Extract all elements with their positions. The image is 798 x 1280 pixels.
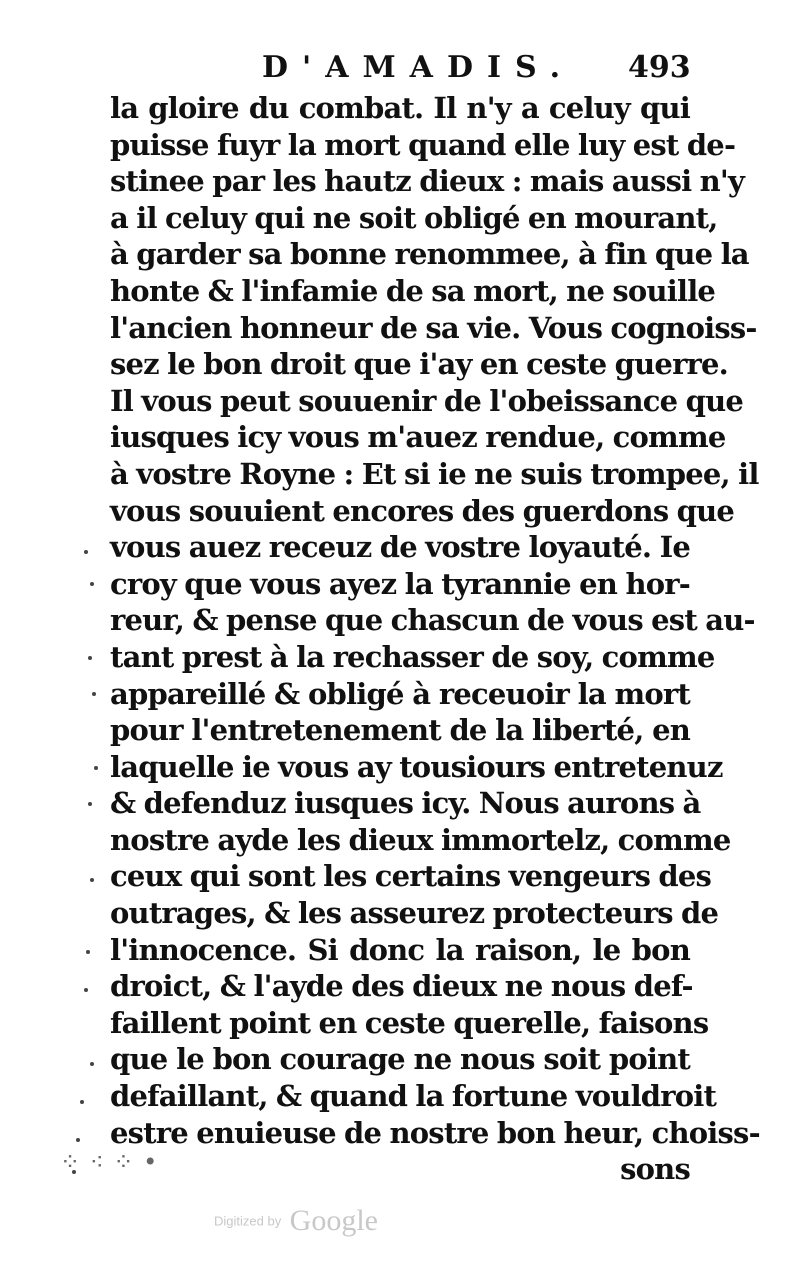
- text-line: l'innocence. Si donc la raison, le bon: [110, 932, 690, 967]
- text-line: que le bon courage ne nous soit point: [110, 1042, 690, 1077]
- text-line: honte & l'infamie de sa mort, ne souille: [110, 273, 716, 308]
- margin-dot: [90, 1062, 94, 1066]
- text-line: appareillé & obligé à receuoir la mort: [110, 676, 690, 711]
- digitization-watermark: [214, 1204, 378, 1238]
- text-line: stinee par les hautz dieux : mais aussi n'y: [110, 164, 745, 199]
- margin-dot: [94, 766, 98, 770]
- text-line: ceux qui sont les certains vengeurs des: [110, 859, 712, 894]
- margin-dot: [84, 550, 88, 554]
- watermark-brand: Google: [289, 1204, 378, 1237]
- text-line: l'ancien honneur de sa vie. Vous cognoiss-: [110, 310, 757, 345]
- text-line: croy que vous ayez la tyrannie en hor-: [110, 566, 690, 601]
- text-line: vous auez receuz de vostre loyauté. Ie: [110, 530, 690, 565]
- text-line: & defenduz iusques icy. Nous aurons à: [110, 786, 701, 821]
- margin-dot: [90, 582, 94, 586]
- text-line: à garder sa bonne renommee, à fin que la: [110, 237, 749, 272]
- margin-dots: [60, 520, 100, 1220]
- text-line: laquelle ie vous ay tousiours entretenuz: [110, 749, 723, 784]
- text-line: reur, & pense que chascun de vous est au-: [110, 603, 755, 638]
- text-line: droict, & l'ayde des dieux ne nous def-: [110, 969, 693, 1004]
- text-line: outrages, & les asseurez protecteurs de: [110, 896, 719, 931]
- margin-dot: [86, 950, 90, 954]
- text-line: la gloire du combat. Il n'y a celuy qui: [110, 91, 690, 125]
- page-number: 493: [628, 50, 691, 85]
- margin-dot: [92, 692, 96, 696]
- margin-dot: [80, 1100, 84, 1104]
- body-text: [110, 90, 760, 1188]
- margin-dot: [88, 802, 92, 806]
- text-line: faillent point en ceste querelle, faisons: [110, 1005, 709, 1040]
- text-line: estre enuieuse de nostre bon heur, choiss-: [110, 1115, 760, 1150]
- catchword: sons: [620, 1152, 690, 1187]
- text-line: pour l'entretenement de la liberté, en: [110, 713, 690, 748]
- text-line: vous souuient encores des guerdons que: [110, 493, 735, 528]
- running-title: D'AMADIS.: [262, 50, 575, 85]
- text-line: tant prest à la rechasser de soy, comme: [110, 639, 715, 674]
- text-line: puisse fuyr la mort quand elle luy est de-: [110, 127, 736, 162]
- text-line: à vostre Royne : Et si ie ne suis trompee, il: [110, 456, 759, 491]
- margin-dot: [76, 1138, 80, 1142]
- margin-dot: [88, 656, 92, 660]
- text-line: nostre ayde les dieux immortelz, comme: [110, 822, 731, 857]
- text-line: a il celuy qui ne soit obligé en mourant,: [110, 200, 718, 235]
- running-head: [0, 48, 798, 88]
- text-line: defaillant, & quand la fortune vouldroit: [110, 1079, 717, 1114]
- text-line: sez le bon droit que i'ay en ceste guerre.: [110, 347, 728, 382]
- text-line: Il vous peut souuenir de l'obeissance que: [110, 383, 744, 418]
- margin-dot: [84, 988, 88, 992]
- bottom-margin-smudge: ⁘ ⁖ ⁘ •: [60, 1148, 159, 1176]
- margin-dot: [90, 878, 94, 882]
- text-line: iusques icy vous m'auez rendue, comme: [110, 420, 726, 455]
- watermark-prefix: Digitized by: [214, 1213, 282, 1229]
